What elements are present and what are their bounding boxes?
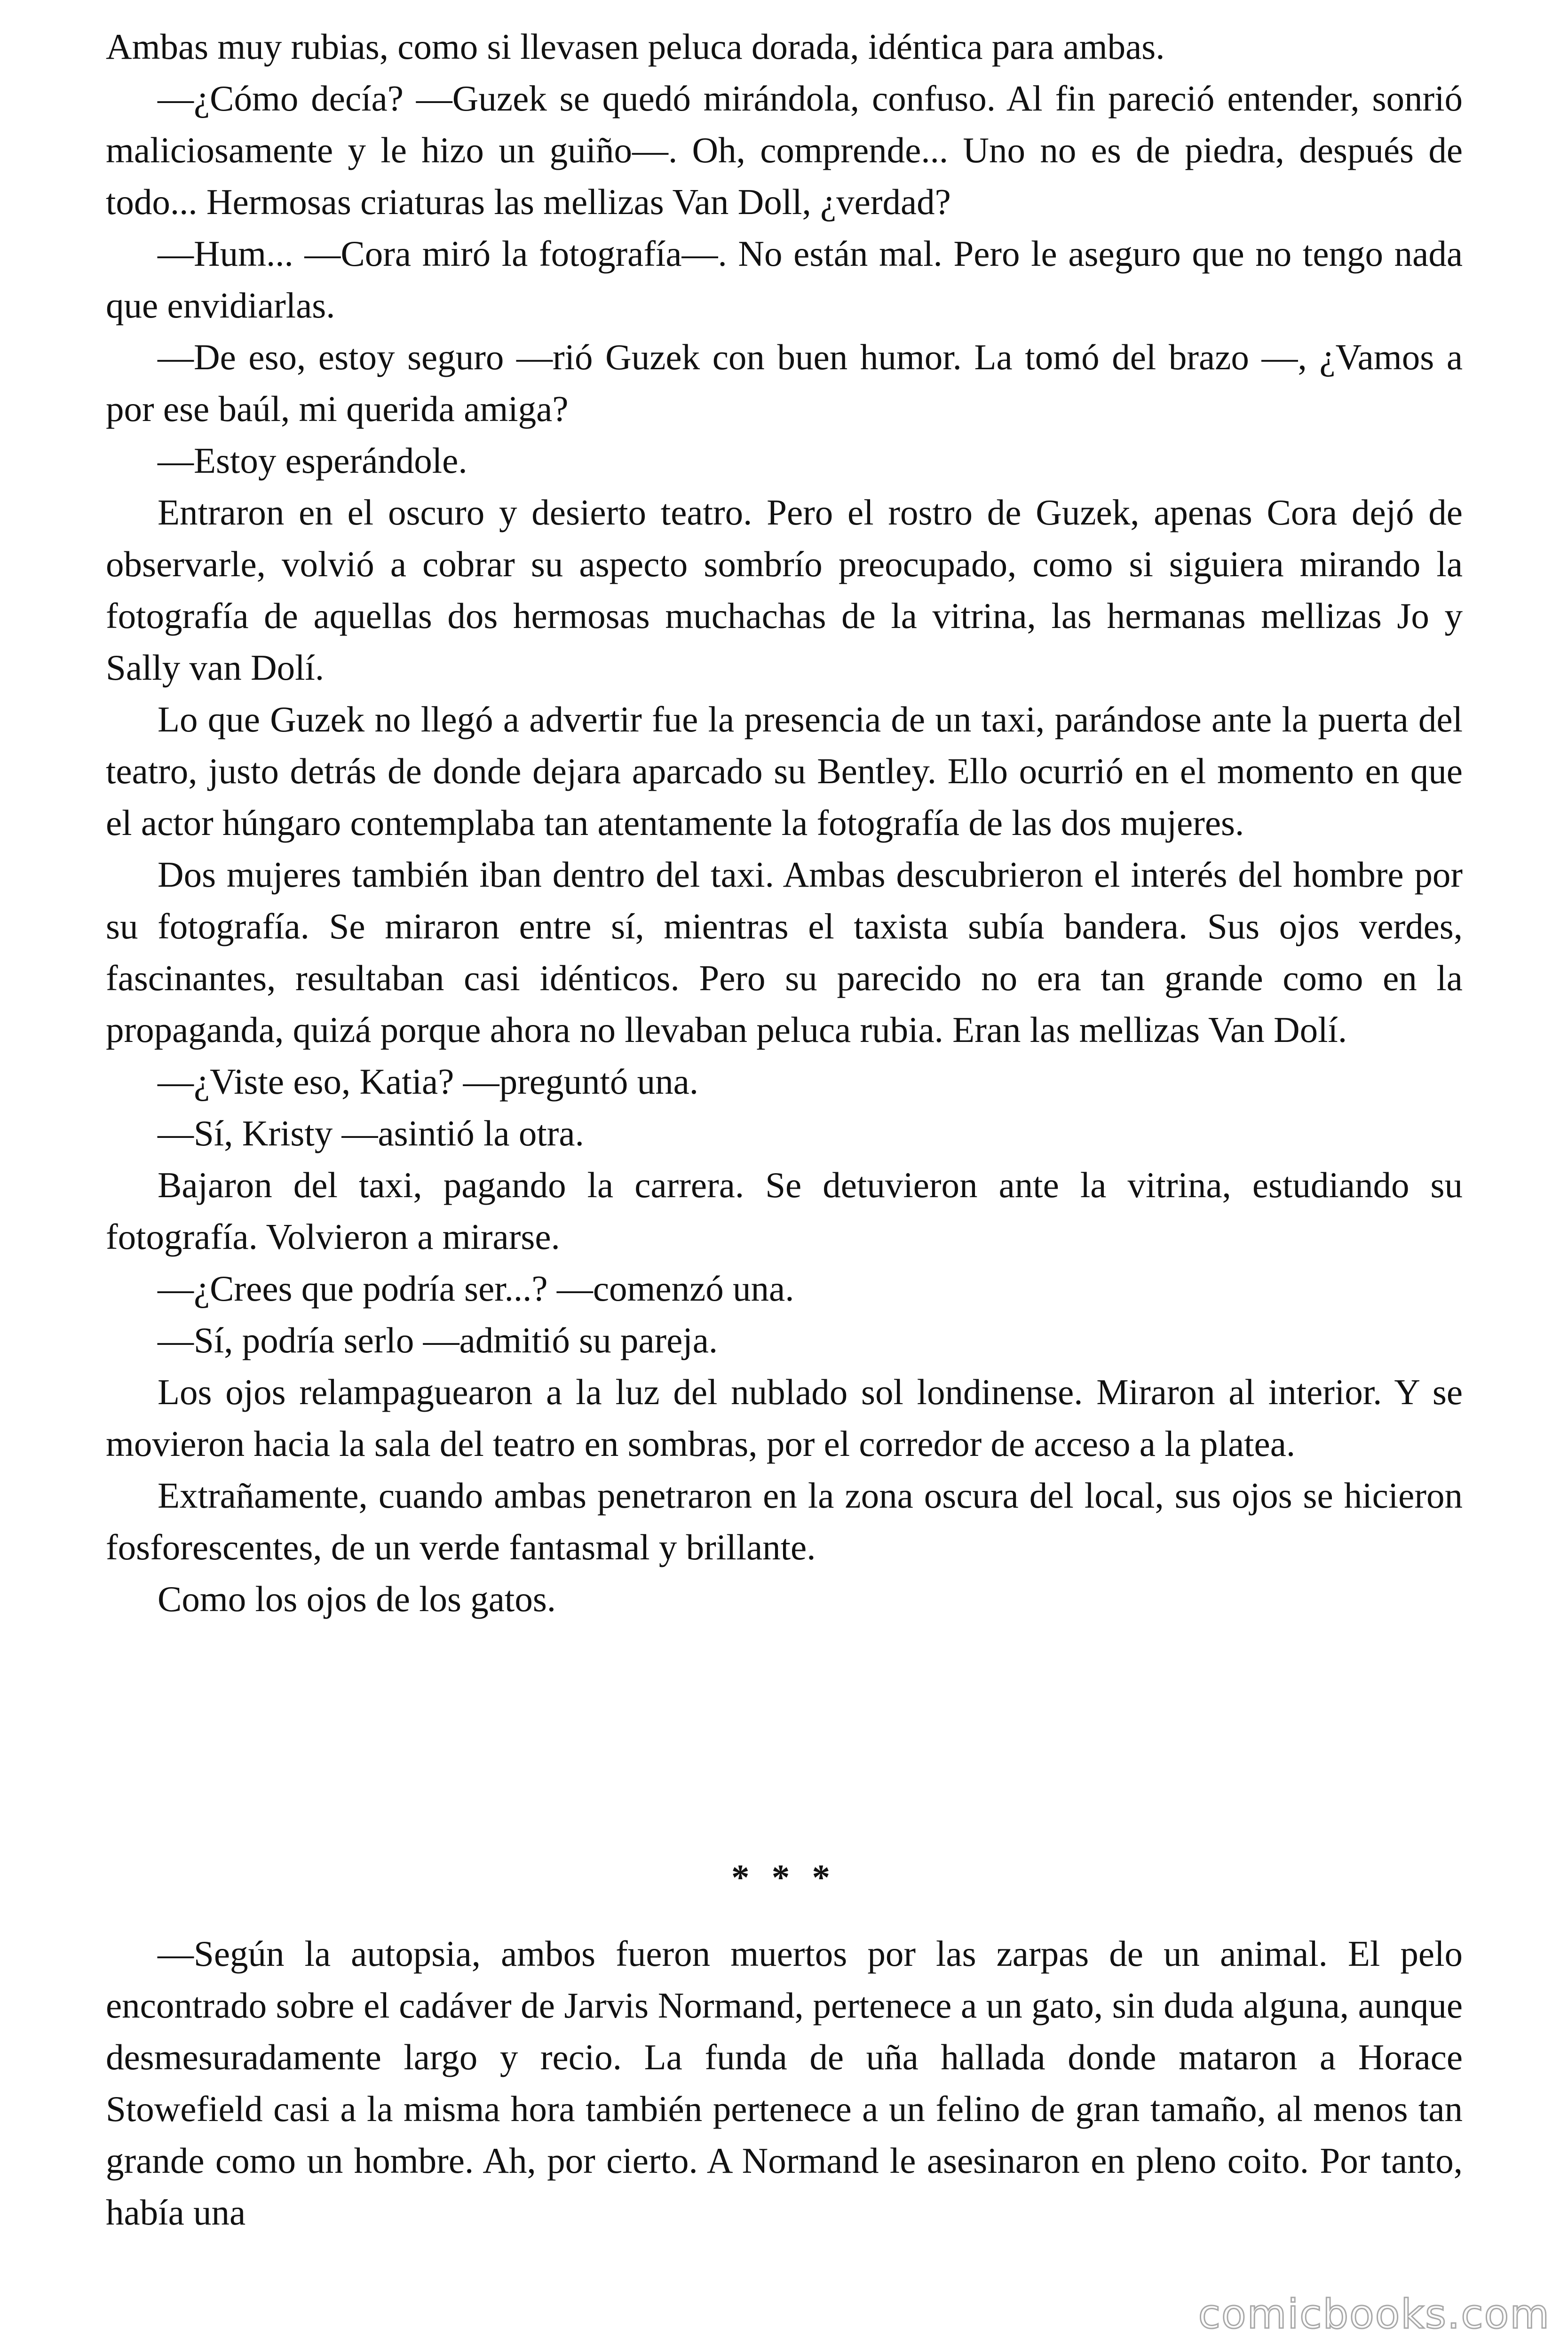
paragraph: Entraron en el oscuro y desierto teatro. Pero el rostro de Guzek, apenas Cora dejó de observarle, volvió a cobrar su aspecto sombrío preocupado, como si siguiera mirando la fotografía de aquellas dos hermosas muchachas de la vitrina, las hermanas mellizas Jo y Sally van Dolí. bbox=[106, 492, 1463, 688]
page-text-section-2 bbox=[106, 1928, 1463, 2238]
paragraph: —Estoy esperándole. bbox=[158, 440, 467, 481]
paragraph: —¿Cómo decía? —Guzek se quedó mirándola, confuso. Al fin pareció entender, sonrió maliciosamente y le hizo un guiño—. Oh, comprende... Uno no es de piedra, después de todo... Hermosas criaturas las mellizas Van Doll, ¿verdad? bbox=[106, 78, 1463, 222]
paragraph: —De eso, estoy seguro —rió Guzek con buen humor. La tomó del brazo —, ¿Vamos a por ese baúl, mi querida amiga? bbox=[106, 337, 1463, 429]
watermark-logo: comicbooks.com bbox=[1198, 2291, 1550, 2338]
paragraph: —Hum... —Cora miró la fotografía—. No están mal. Pero le aseguro que no tengo nada que envidiarlas. bbox=[106, 233, 1463, 326]
paragraph: Ambas muy rubias, como si llevasen peluca dorada, idéntica para ambas. bbox=[106, 26, 1165, 67]
paragraph: Los ojos relampaguearon a la luz del nublado sol londinense. Miraron al interior. Y se movieron hacia la sala del teatro en sombras, por el corredor de acceso a la platea. bbox=[106, 1372, 1463, 1464]
page-text-section-1 bbox=[106, 21, 1463, 1625]
scene-break-asterisks: * * * bbox=[731, 1857, 837, 1898]
paragraph: Lo que Guzek no llegó a advertir fue la presencia de un taxi, parándose ante la puerta del teatro, justo detrás de donde dejara aparcado su Bentley. Ello ocurrió en el momento en que el actor húngaro contemplaba tan atentamente la fotografía de las dos mujeres. bbox=[106, 699, 1463, 843]
paragraph: Bajaron del taxi, pagando la carrera. Se detuvieron ante la vitrina, estudiando su fotografía. Volvieron a mirarse. bbox=[106, 1165, 1463, 1257]
paragraph: Extrañamente, cuando ambas penetraron en la zona oscura del local, sus ojos se hicieron fosforescentes, de un verde fantasmal y brillante. bbox=[106, 1475, 1463, 1567]
paragraph: Como los ojos de los gatos. bbox=[158, 1579, 556, 1619]
paragraph: —Sí, Kristy —asintió la otra. bbox=[158, 1113, 584, 1153]
paragraph: —Sí, podría serlo —admitió su pareja. bbox=[158, 1320, 718, 1360]
paragraph: Dos mujeres también iban dentro del taxi. Ambas descubrieron el interés del hombre por su fotografía. Se miraron entre sí, mientras el taxista subía bandera. Sus ojos verdes, fascinantes, resultaban casi idénticos. Pero su parecido no era tan grande como en la propaganda, quizá porque ahora no llevaban peluca rubia. Eran las mellizas Van Dolí. bbox=[106, 854, 1463, 1050]
paragraph: —¿Viste eso, Katia? —preguntó una. bbox=[158, 1061, 699, 1102]
paragraph: —Según la autopsia, ambos fueron muertos por las zarpas de un animal. El pelo encontrado sobre el cadáver de Jarvis Normand, pertenece a un gato, sin duda alguna, aunque desmesuradamente largo y recio. La funda de uña hallada donde mataron a Horace Stowefield casi a la misma hora también pertenece a un felino de gran tamaño, al menos tan grande como un hombre. Ah, por cierto. A Normand le asesinaron en pleno coito. Por tanto, había una bbox=[106, 1933, 1463, 2233]
paragraph: —¿Crees que podría ser...? —comenzó una. bbox=[158, 1268, 794, 1309]
